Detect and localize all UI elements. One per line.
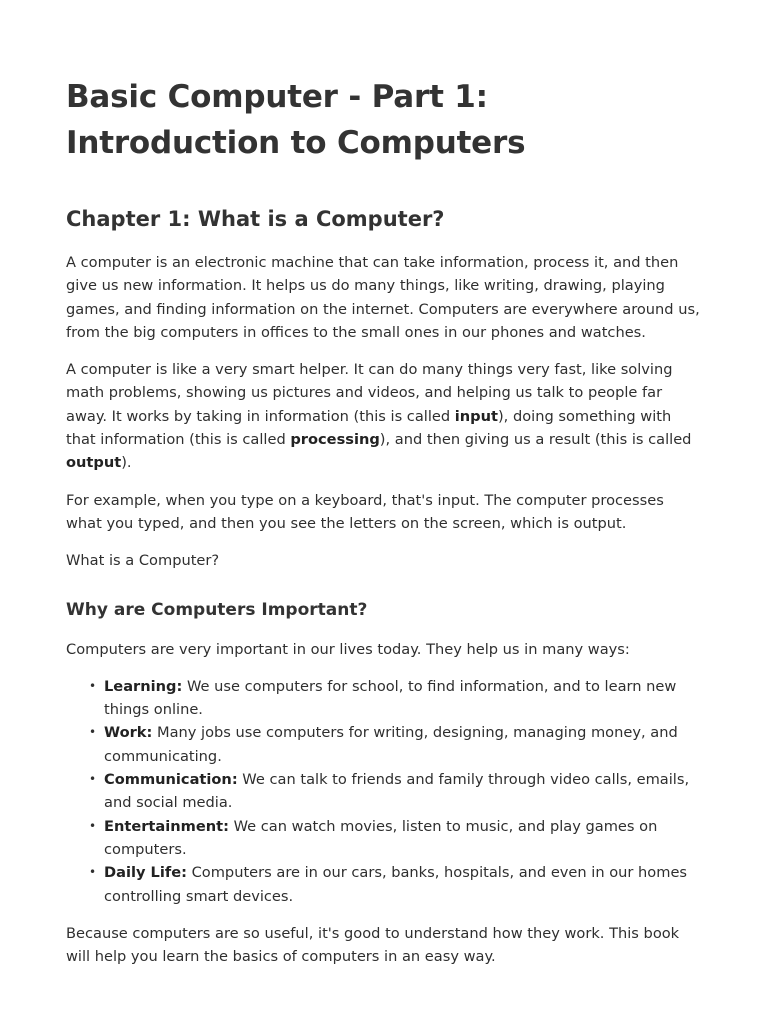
- section-intro: Computers are very important in our lives today. They help us in many ways:: [66, 640, 630, 658]
- bullet-icon: •: [89, 865, 97, 880]
- paragraph-smart-helper: [66, 358, 702, 474]
- closing-paragraph: Because computers are so useful, it's good to understand how they work. This book will help you learn the basics of computers in an easy way.: [66, 924, 680, 966]
- paragraph-text: ), doing something with that information (this is called: [66, 407, 672, 449]
- section-heading: Why are Computers Important?: [66, 599, 368, 620]
- list-item-text: We can watch movies, listen to music, and play games on computers.: [104, 817, 658, 858]
- paragraph-example: For example, when you type on a keyboard, that's input. The computer processes what you typed, and then you see the letters on the screen, which is output.: [66, 491, 664, 532]
- list-item-label: Work:: [104, 724, 153, 742]
- list-item-label: Learning:: [104, 677, 183, 695]
- paragraph-text: ), and then giving us a result (this is called: [379, 431, 692, 449]
- list-item-text: We can talk to friends and family through video calls, emails, and social media.: [104, 771, 690, 812]
- paragraph-definition: A computer is an electronic machine that can take information, process it, and then give us new information. It helps us do many things, like writing, drawing, playing games, and finding information on the internet. Computers are everywhere around us, from the big computers in offices to the small ones in our phones and watches.: [66, 254, 700, 341]
- term-processing: processing: [290, 431, 380, 449]
- document-title: Basic Computer - Part 1: Introduction to Computers: [66, 79, 526, 161]
- list-item-text: Computers are in our cars, banks, hospitals, and even in our homes controlling smart devices.: [104, 864, 688, 905]
- bullet-icon: •: [89, 772, 97, 787]
- bullet-icon: •: [89, 678, 97, 693]
- list-item: [89, 861, 702, 908]
- list-item: [89, 815, 702, 862]
- list-item-label: Communication:: [104, 771, 238, 789]
- bullet-icon: •: [89, 725, 97, 740]
- list-item-text: Many jobs use computers for writing, designing, managing money, and communicating.: [104, 724, 678, 765]
- term-input: input: [454, 407, 498, 425]
- importance-list: [66, 675, 702, 908]
- chapter-heading: Chapter 1: What is a Computer?: [66, 207, 445, 231]
- list-item-label: Daily Life:: [104, 864, 187, 882]
- paragraph-text: ).: [121, 454, 132, 472]
- list-item: [89, 721, 702, 768]
- list-item: [89, 768, 702, 815]
- term-output: output: [66, 454, 122, 472]
- list-item-label: Entertainment:: [104, 817, 229, 835]
- list-item: [89, 675, 702, 722]
- image-caption: What is a Computer?: [66, 552, 220, 570]
- paragraph-text: A computer is like a very smart helper. It can do many things very fast, like solving math problems, showing us pictures and videos, and helping us talk to people far away. It works by taking in information (this is called: [66, 361, 673, 425]
- bullet-icon: •: [89, 818, 97, 833]
- list-item-text: We use computers for school, to find information, and to learn new things online.: [104, 677, 677, 719]
